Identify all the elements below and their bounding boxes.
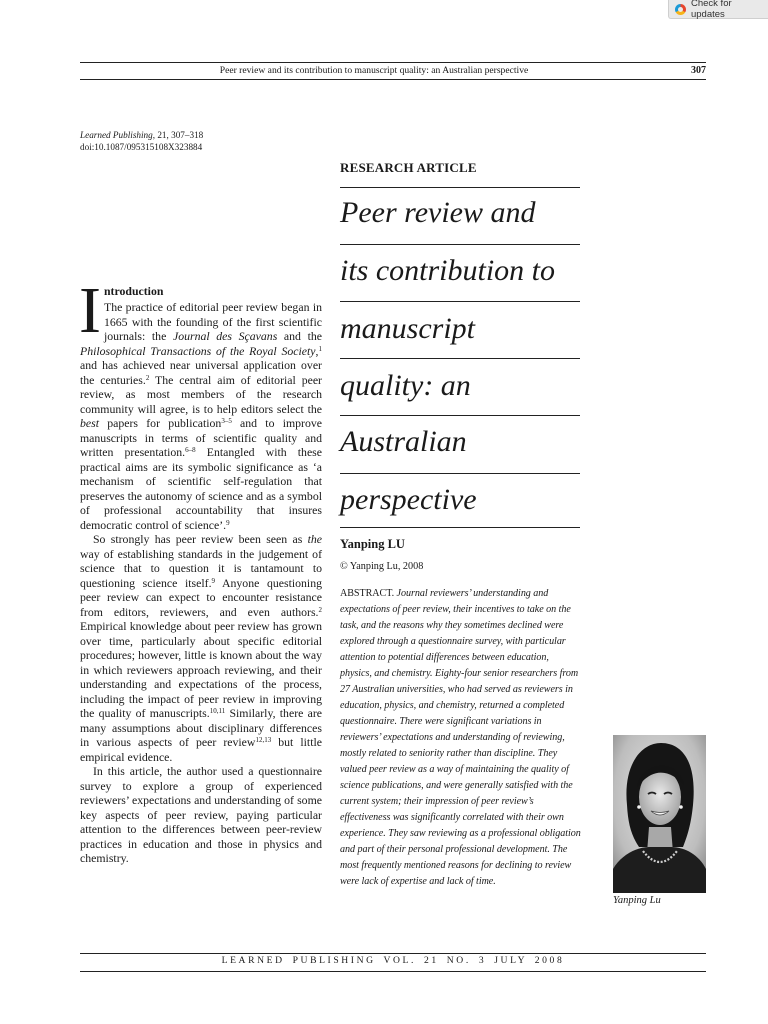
title-line-5: Australian <box>340 425 467 458</box>
title-rule <box>340 415 580 416</box>
body-paragraph-1: The practice of editorial peer review began in 1665 with the founding of the first scientific journals: the Journal des Sçavans and the Philosophical Transactions of the Royal Society,$^1$ and has achieved near universal application over the centuries.$^2$ The central aim of editorial peer review, as most members of the research community will agree, is to help editors select the best papers for publication$^{3-5}$ and to improve manuscripts in terms of scientific quality and written presentation.$^{6-8}$ Entangled with these practical aims are its symbolic significance as ‘a mechanism of scientific self-regulation that preserves the autonomy of science and as a symbol of professional accountability that insures democratic control of science’.$^9$ <box>80 300 323 532</box>
title-rule <box>340 244 580 245</box>
footer-rule-bottom <box>80 971 706 972</box>
title-line-2: its contribution to <box>340 254 556 287</box>
check-for-updates-label: Check for updates <box>690 0 732 20</box>
title-line-4: quality: an <box>340 369 471 402</box>
footer-journal-info: LEARNED PUBLISHING VOL. 21 NO. 3 JULY 2008 <box>221 955 565 966</box>
journal-name: Learned Publishing <box>80 130 153 140</box>
title-rule <box>340 473 580 474</box>
title-rule <box>340 527 580 528</box>
title-line-6: perspective <box>340 483 477 516</box>
abstract-text: Journal reviewers’ understanding and expectations of peer review, their incentives to take on the task, and the reasons why they sometimes declined were explored through a questionnaire survey, with particular attention to potential differences between education, physics, and chemistry. Eighty-four senior researchers from 27 Australian universities, who had served as reviewers in education, physics, and chemistry, returned a completed questionnaire. There were significant variations in reviewers’ expectations and understanding of reviewing, mostly related to seniority rather than discipline. They valued peer review as a way of maintaining the quality of science publications, and were generally satisfied with the current system; their impression of peer review’s effectiveness was significantly correlated with their own experience. They saw reviewing as a professional obligation and part of their personal professional development. The most frequently mentioned reasons for declining to review were lack of expertise and lack of time. <box>340 588 581 887</box>
author-photo <box>613 735 706 893</box>
title-rule <box>340 187 580 188</box>
page-number: 307 <box>691 65 706 76</box>
body-paragraph-2: So strongly has peer review been seen as the way of establishing standards in the judgement of science that to question it is tantamount to questioning science itself.$^9$ Anyone questioning peer review can expect to encounter resistance from editors, reviewers, and even authors.$^2$ Empirical knowledge about peer review has grown over time, particularly about specific editorial procedures; however, little is known about the way in which reviewers approach reviewing, and their understanding and expectations of the process, including the impact of peer review in improving the quality of manuscripts.$^{10,11}$ Similarly, there are many assumptions about disciplinary differences in various aspects of peer review$^{12,13}$ but little empirical evidence. <box>80 532 323 764</box>
abstract <box>340 586 583 890</box>
copyright-line: © Yanping Lu, 2008 <box>340 561 424 572</box>
title-rule <box>340 358 580 359</box>
header-rule-bottom <box>80 79 706 80</box>
title-line-1: Peer review and <box>340 196 536 229</box>
volume-pages: , 21, 307–318 <box>152 130 204 140</box>
running-header-title: Peer review and its contribution to manuscript quality: an Australian perspective <box>219 65 529 76</box>
body-paragraph-3: In this article, the author used a questionnaire survey to explore a group of experienced reviewers’ expectations and understanding of some key aspects of peer review, paying particular attention to the differences between peer-review practices in education and those in physics and chemistry. <box>80 764 322 865</box>
citation-block <box>80 130 203 153</box>
title-rule <box>340 301 580 302</box>
section-heading: ntroduction <box>103 284 164 298</box>
drop-cap: I <box>79 274 101 347</box>
footer-rule-top <box>80 953 706 954</box>
article-type: RESEARCH ARTICLE <box>340 160 477 175</box>
photo-caption: Yanping Lu <box>613 895 661 906</box>
header-rule-top <box>80 62 706 63</box>
author-photo-image <box>613 735 706 893</box>
crossmark-icon <box>675 4 686 15</box>
author-name: Yanping LU <box>340 537 405 551</box>
body-column <box>79 274 323 866</box>
check-for-updates-button[interactable] <box>668 0 768 19</box>
abstract-label: ABSTRACT. <box>340 588 395 599</box>
doi: doi:10.1087/095315108X323884 <box>80 141 203 152</box>
title-line-3: manuscript <box>340 312 475 345</box>
